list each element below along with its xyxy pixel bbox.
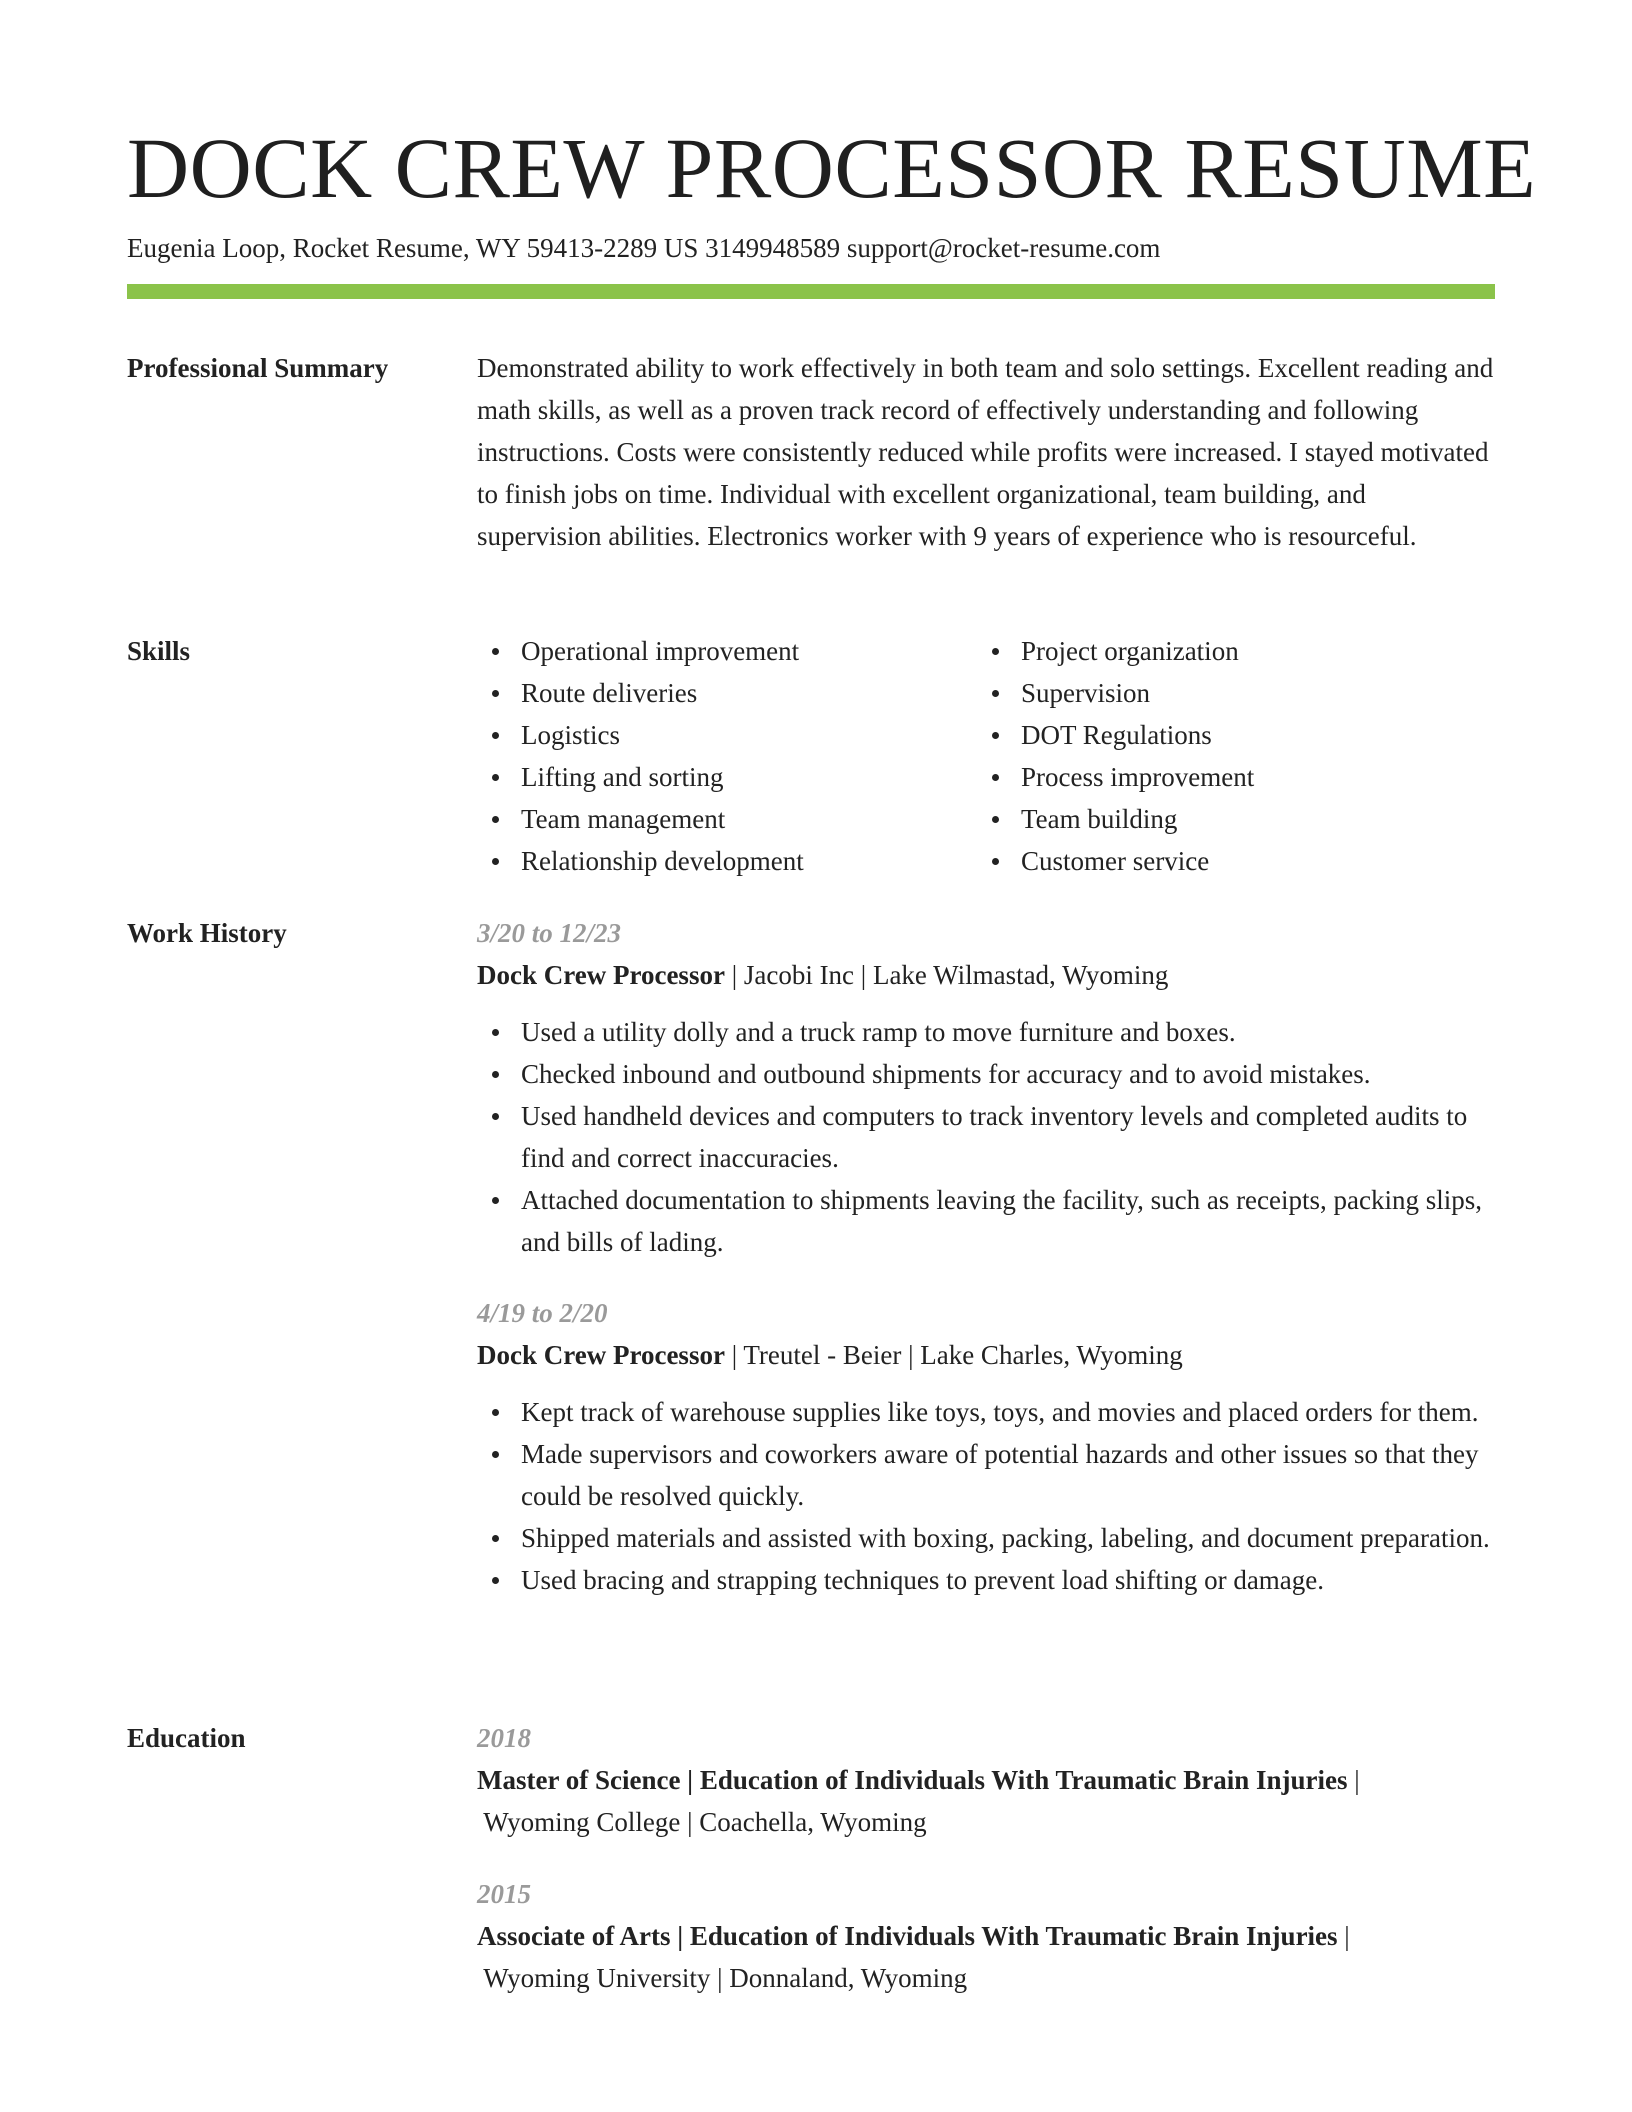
work-history [477,912,1495,1601]
skill-item: Process improvement [977,756,1477,798]
job-bullet: Used a utility dolly and a truck ramp to move furniture and boxes. [477,1011,1495,1053]
skill-item: Route deliveries [477,672,977,714]
degree: Master of Science | Education of Individuals With Traumatic Brain Injuries [477,1765,1348,1795]
job-entry [477,912,1495,1263]
job-heading [477,1334,1495,1376]
job-heading [477,954,1495,996]
education-entry [477,1717,1495,1843]
school: Wyoming University | Donnaland, Wyoming [477,1963,968,1993]
skill-item: Logistics [477,714,977,756]
section-label-skills: Skills [127,636,191,666]
job-dates: 4/19 to 2/20 [477,1298,608,1328]
education-heading [477,1915,1495,1957]
resume-title: DOCK CREW PROCESSOR RESUME [127,120,1537,216]
job-bullets [477,1011,1495,1263]
contact-line: Eugenia Loop, Rocket Resume, WY 59413-2289 US 3149948589 support@rocket-resume.com [127,233,1161,263]
job-bullet: Used bracing and strapping techniques to prevent load shifting or damage. [477,1559,1495,1601]
skill-item: Team management [477,798,977,840]
job-bullet: Used handheld devices and computers to track inventory levels and completed audits to find and correct inaccuracies. [477,1095,1495,1179]
education-heading [477,1759,1495,1801]
job-bullet: Kept track of warehouse supplies like toys, toys, and movies and placed orders for them. [477,1391,1495,1433]
education-year: 2015 [477,1879,531,1909]
job-bullet: Shipped materials and assisted with boxing, packing, labeling, and document preparation. [477,1517,1495,1559]
skill-item: Customer service [977,840,1477,882]
skill-item: Project organization [977,630,1477,672]
section-label-education: Education [127,1723,246,1753]
skill-item: DOT Regulations [977,714,1477,756]
summary-text: Demonstrated ability to work effectively in both team and solo settings. Excellent reading and math skills, as well as a proven track record of effectively understanding and following instructions. Costs were consistently reduced while profits were increased. I stayed motivated to finish jobs on time. Individual with excellent organizational, team building, and supervision abilities. Electronics worker with 9 years of experience who is resourceful. [477,353,1494,551]
job-title: Dock Crew Processor [477,960,725,990]
job-dates: 3/20 to 12/23 [477,918,622,948]
job-bullet: Made supervisors and coworkers aware of potential hazards and other issues so that they could be resolved quickly. [477,1433,1495,1517]
section-label-work-history: Work History [127,918,287,948]
header-divider [127,284,1495,299]
skills-list [477,630,1495,882]
skill-item: Relationship development [477,840,977,882]
job-title: Dock Crew Processor [477,1340,725,1370]
skill-item: Supervision [977,672,1477,714]
skills-column-left [477,630,977,882]
skill-item: Team building [977,798,1477,840]
education-list [477,1717,1495,1999]
job-bullets [477,1391,1495,1601]
education-year: 2018 [477,1723,531,1753]
school: Wyoming College | Coachella, Wyoming [477,1807,927,1837]
education-entry [477,1873,1495,1999]
job-details: | Jacobi Inc | Lake Wilmastad, Wyoming [724,960,1169,990]
degree-separator: | [1337,1921,1350,1951]
job-bullet: Checked inbound and outbound shipments for accuracy and to avoid mistakes. [477,1053,1495,1095]
section-label-summary: Professional Summary [127,353,389,383]
job-entry [477,1292,1495,1601]
skill-item: Lifting and sorting [477,756,977,798]
skills-column-right [977,630,1477,882]
degree: Associate of Arts | Education of Individuals With Traumatic Brain Injuries [477,1921,1338,1951]
skill-item: Operational improvement [477,630,977,672]
job-bullet: Attached documentation to shipments leaving the facility, such as receipts, packing slips, and bills of lading. [477,1179,1495,1263]
job-details: | Treutel - Beier | Lake Charles, Wyoming [724,1340,1183,1370]
degree-separator: | [1347,1765,1360,1795]
